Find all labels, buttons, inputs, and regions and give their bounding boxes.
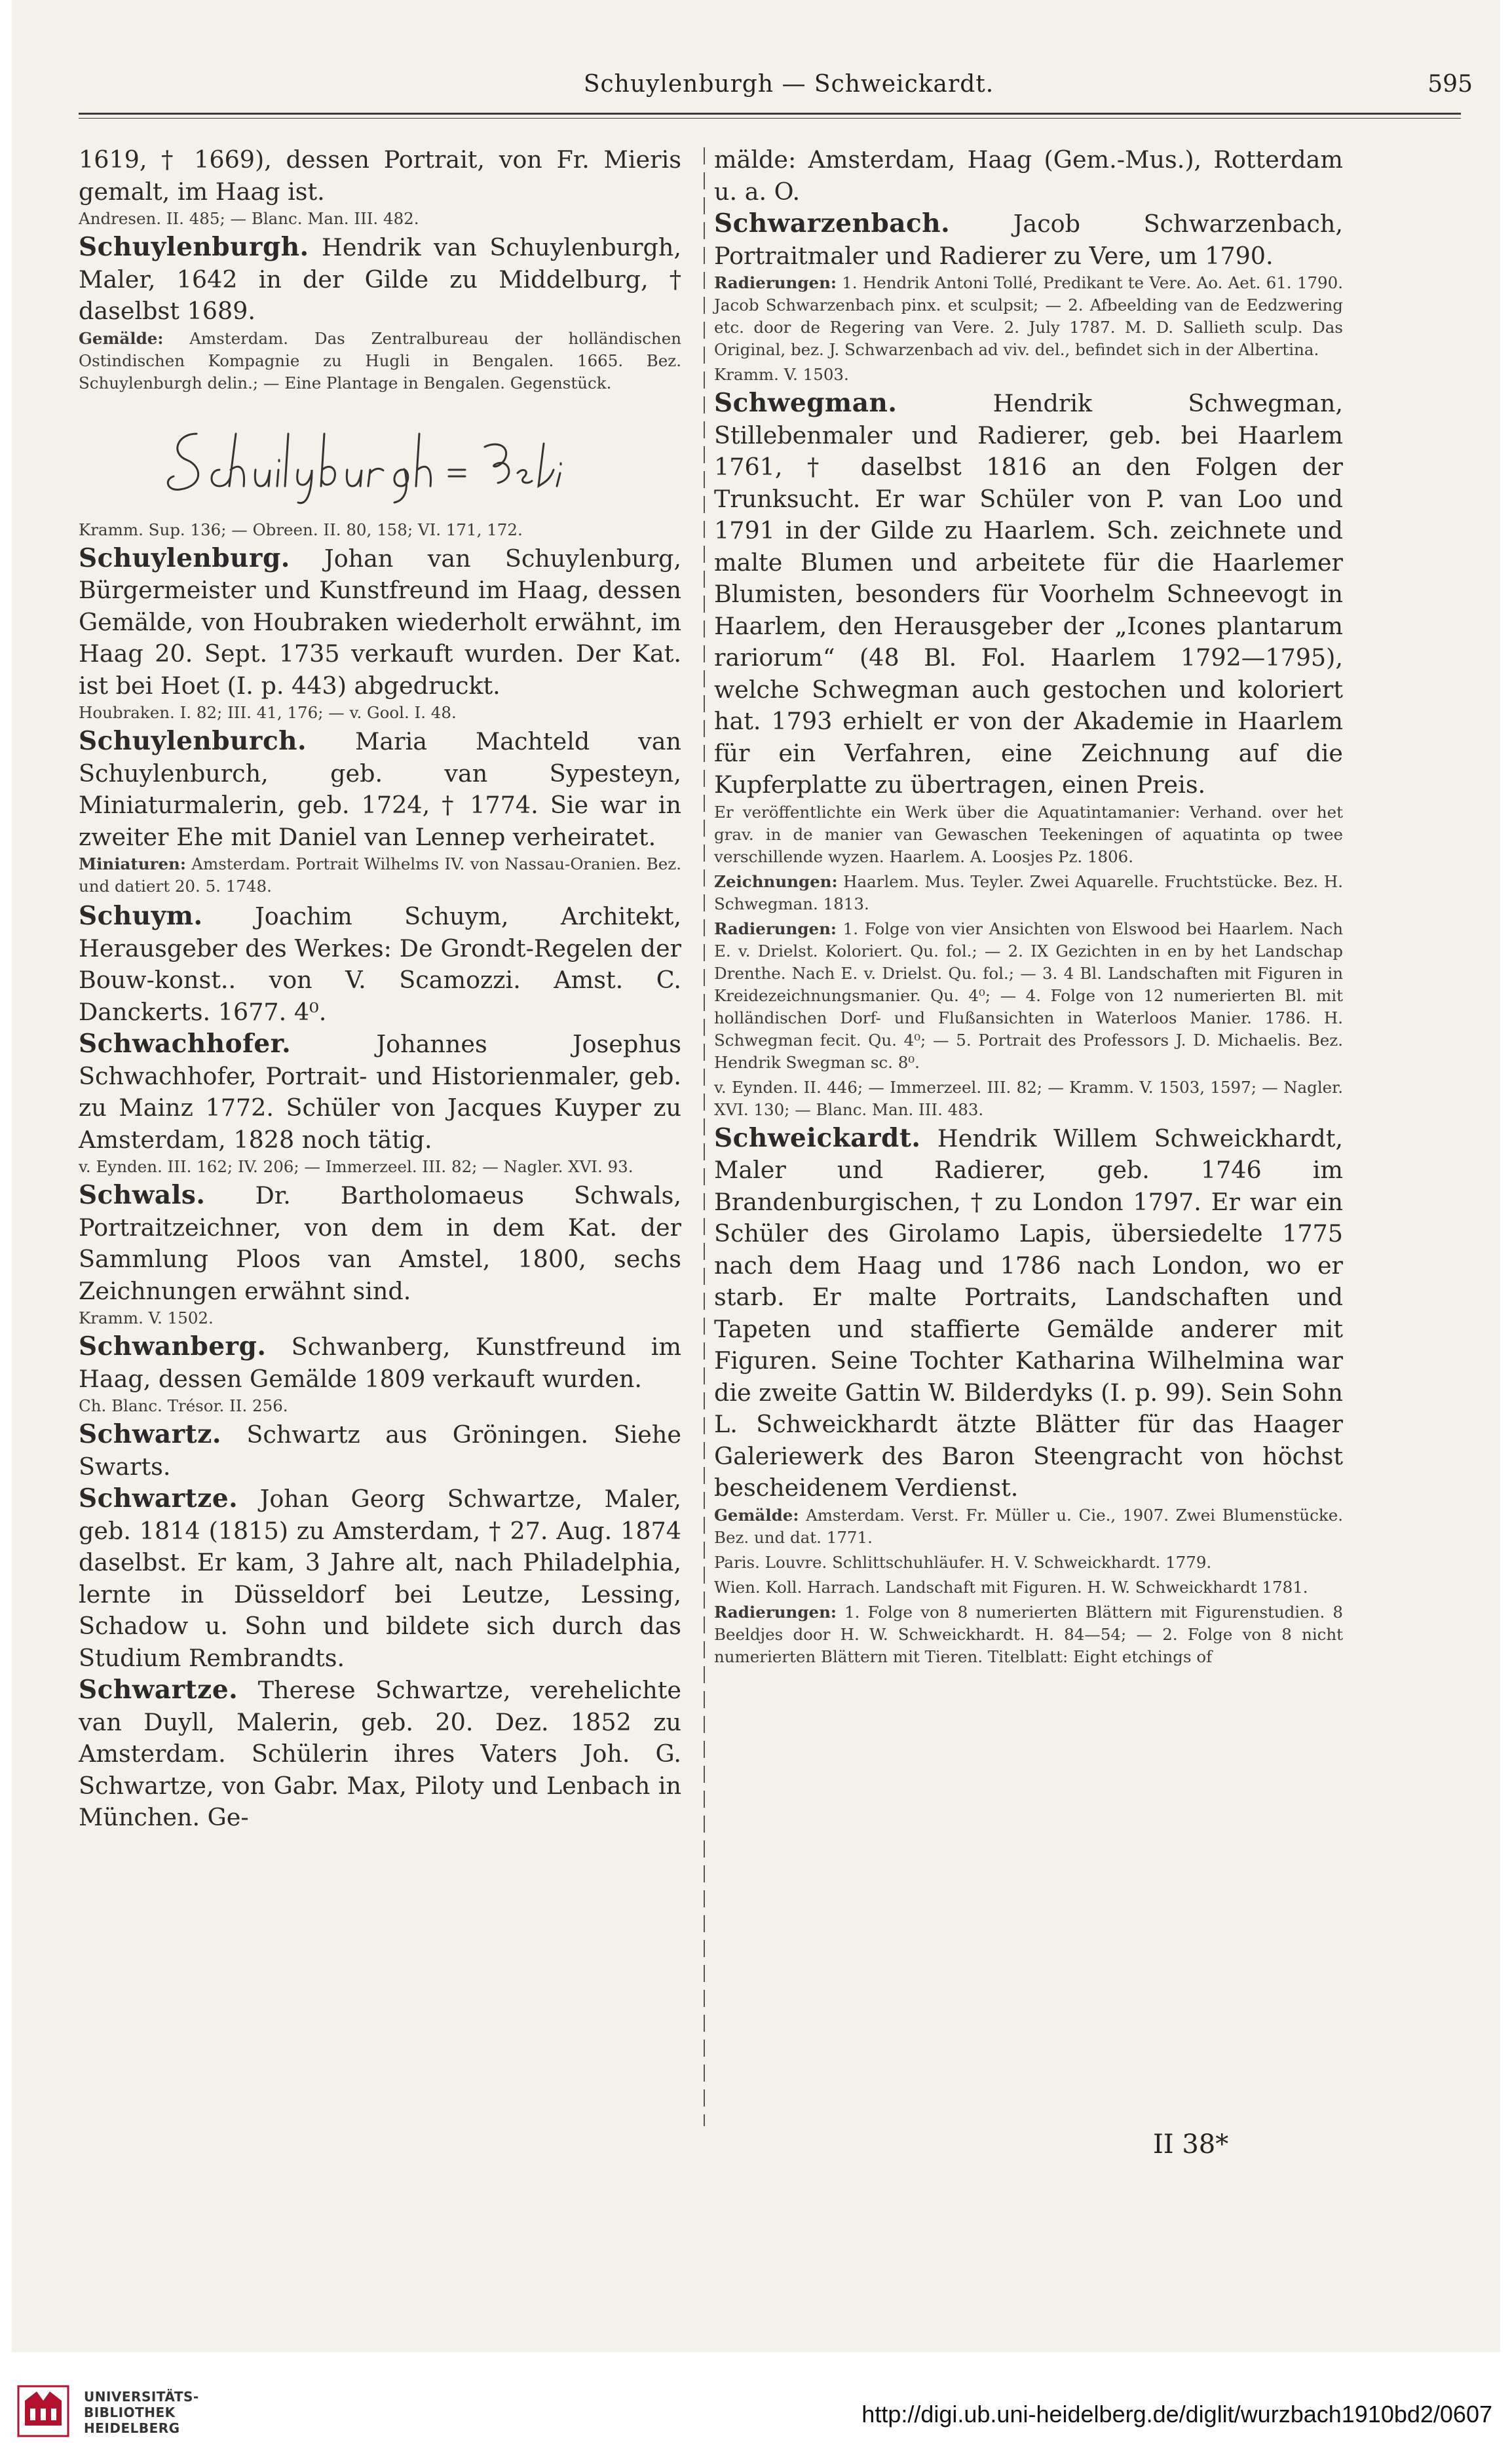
entry-headword: Schwartz. [79, 1419, 221, 1449]
sheet-signature-mark: II 38* [1153, 2129, 1229, 2160]
works-label: Radierungen: [714, 273, 837, 292]
entry-text: Therese Schwartze, verehelichte van Duyll, Malerin, geb. 20. Dez. 1852 zu Amsterdam. Schülerin ihres Vaters Joh. G. Schwartze, von Gabr. Max, Piloty und Lenbach in München. Ge- [79, 1676, 681, 1831]
continued-paragraph: mälde: Amsterdam, Haag (Gem.-Mus.), Rotterdam u. a. O. [714, 145, 1343, 206]
entry-headword: Schwartze. [79, 1675, 238, 1705]
reference-line: Ch. Blanc. Trésor. II. 256. [79, 1396, 288, 1415]
reference-line: Andresen. II. 485; — Blanc. Man. III. 482. [79, 209, 419, 228]
reference-line: v. Eynden. III. 162; IV. 206; — Immerzeel. III. 82; — Nagler. XVI. 93. [79, 1157, 633, 1176]
entry-text: Maria Machteld van Schuylenburch, geb. van Sypesteyn, Miniaturmalerin, geb. 1724, † 1774. Sie war in zweiter Ehe mit Daniel van Lennep verheiratet. [79, 727, 681, 851]
signature-image [157, 408, 576, 506]
entry-schweickardt [714, 1122, 1343, 1504]
header-rule-thick [79, 113, 1461, 115]
entry-headword: Schwarzenbach. [714, 208, 951, 238]
entry-headword: Schuym. [79, 901, 203, 931]
works-list [79, 853, 681, 898]
permalink-url[interactable]: http://digi.ub.uni-heidelberg.de/diglit/wurzbach1910bd2/0607 [861, 2401, 1492, 2428]
works-text: 1. Folge von vier Ansichten von Elswood bei Haarlem. Nach E. v. Drielst. Koloriert. Qu. fol.; — 2. IX Gezichten in en by het Landschap Drenthe. Nach E. v. Drielst. Qu. fol.; — 3. 4 Bl. Landschaften mit Figuren in Kreidezeichnungsmanier. Qu. 4⁰; — 4. Folge von 12 numerierten Bl. mit holländischen Dorf- und Flußansichten in Waterloos Manier. 1786. H. Schwegman fecit. Qu. 4⁰; — 5. Portrait des Professors J. D. Michaelis. Bez. Hendrik Swegman sc. 8⁰. [714, 919, 1343, 1072]
entry-headword: Schwartze. [79, 1483, 238, 1514]
works-item: Paris. Louvre. Schlittschuhläufer. H. V. Schweickhardt. 1779. [714, 1552, 1212, 1572]
entry-schuym-joachim [79, 900, 681, 1028]
entry-text: Joachim Schuym, Architekt, Herausgeber des Werkes: De Grondt-Regelen der Bouw-konst.. von V. Scamozzi. Amst. C. Danckerts. 1677. 4⁰. [79, 902, 681, 1026]
entry-text: Hendrik Schwegman, Stillebenmaler und Radierer, geb. bei Haarlem 1761, † daselbst 1816 an den Folgen der Trunksucht. Er war Schüler von P. van Loo und 1791 in der Gilde zu Haarlem. Sch. zeichnete und malte Blumen und arbeitete für die Haarlemer Blumisten, besonders für Voorhelm Schneevogt in Haarlem, den Herausgeber der „Icones plantarum rariorum“ (48 Bl. Fol. Haarlem 1792—1795), welche Schwegman auch gestochen und koloriert hat. 1793 erhielt er von der Akademie in Haarlem für ein Verfahren, eine Zeichnung auf die Kupferplatte zu übertragen, einen Preis. [714, 389, 1343, 799]
signature-facsimile [79, 408, 681, 512]
entry-text: Hendrik Willem Schweickhardt, Maler und Radierer, geb. 1746 im Brandenburgischen, † zu London 1797. Er war ein Schüler des Girolamo Lapis, übersiedelte 1775 nach dem Haag und 1786 nach London, wo er starb. Er malte Portraits, Landschaften und Tapeten und staffierte Gemälde anderer mit Figuren. Seine Tochter Katharina Wilhelmina war die zweite Gattin W. Bilderdyks (I. p. 99). Sein Sohn L. Schweickhardt ätzte Blätter für das Haager Galeriewerk des Baron Steengracht von höchst bescheidenem Verdienst. [714, 1124, 1343, 1502]
entry-headword: Schuylenburg. [79, 543, 290, 573]
page-number: 595 [1427, 71, 1473, 98]
running-header [79, 71, 1499, 110]
works-item: Wien. Koll. Harrach. Landschaft mit Figuren. H. W. Schweickhardt 1781. [714, 1577, 1308, 1597]
reference-line: Kramm. V. 1502. [79, 1308, 214, 1327]
header-rule-thin [79, 118, 1461, 119]
works-list [714, 918, 1343, 1074]
reference-line: Kramm. V. 1503. [714, 365, 849, 384]
note-text: Er veröffentlichte ein Werk über die Aquatintamanier: Verhand. over het grav. in de manier van Gewaschen Teekeningen of aquatinta op twee verschillende wyzen. Haarlem. A. Loosjes Pz. 1806. [714, 802, 1343, 866]
entry-text: Schwartz aus Gröningen. Siehe Swarts. [79, 1420, 681, 1481]
works-label: Radierungen: [714, 919, 837, 938]
works-list [714, 871, 1343, 915]
entry-text: Johannes Josephus Schwachhofer, Portrait- und Historienmaler, geb. zu Mainz 1772. Schüler von Jacques Kuyper zu Amsterdam, 1828 noch tätig. [79, 1030, 681, 1154]
entry-headword: Schuylenburgh. [79, 232, 309, 262]
library-logo-icon [17, 2385, 69, 2437]
entry-headword: Schwanberg. [79, 1331, 267, 1362]
entry-schuylenburgh-hendrik [79, 231, 681, 328]
entry-text: Johan van Schuylenburg, Bürgermeister und Kunstfreund im Haag, dessen Gemälde, von Houbraken wiederholt erwähnt, im Haag 20. Sept. 1735 verkauft wurden. Der Kat. ist bei Hoet (I. p. 443) abgedruckt. [79, 544, 681, 700]
works-list [714, 1601, 1343, 1668]
running-title: Schuylenburgh — Schweickardt. [583, 71, 994, 98]
works-label: Radierungen: [714, 1602, 837, 1622]
works-list [714, 1504, 1343, 1549]
works-text: 1. Folge von 8 numerierten Blättern mit Figurenstudien. 8 Beeldjes door H. W. Schweickhardt. H. 84—54; — 2. Folge von 8 nicht numerierten Blättern mit Tieren. Titelblatt: Eight etchings of [714, 1602, 1343, 1666]
entry-text: Schwanberg, Kunstfreund im Haag, dessen Gemälde 1809 verkauft wurden. [79, 1333, 681, 1393]
works-text: Haarlem. Mus. Teyler. Zwei Aquarelle. Fruchtstücke. Bez. H. Schwegman. 1813. [714, 871, 1343, 913]
entry-schwegman [714, 387, 1343, 801]
reference-line: v. Eynden. II. 446; — Immerzeel. III. 82; — Kramm. V. 1503, 1597; — Nagler. XVI. 130; — Blanc. Man. III. 483. [714, 1077, 1343, 1119]
works-list [79, 328, 681, 394]
entry-schwartze-johan [79, 1483, 681, 1674]
works-label: Miniaturen: [79, 854, 186, 873]
reference-line: Kramm. Sup. 136; — Obreen. II. 80, 158; VI. 171, 172. [79, 520, 523, 539]
right-column [714, 144, 1343, 1671]
reference-line: Houbraken. I. 82; III. 41, 176; — v. Gool. I. 48. [79, 703, 457, 722]
entry-headword: Schwals. [79, 1180, 206, 1210]
entry-schwarzenbach [714, 208, 1343, 272]
works-text: 1. Hendrik Antoni Tollé, Predikant te Vere. Ao. Aet. 61. 1790. Jacob Schwarzenbach pinx. et sculpsit; — 2. Afbeelding van de Eedzwering etc. door de Regering van Vere. 2. July 1787. M. D. Sallieth sculp. Das Original, bez. J. Schwarzenbach ad viv. del., befindet sich in der Albertina. [714, 273, 1343, 359]
column-divider [704, 147, 705, 2126]
entry-schwartz [79, 1419, 681, 1483]
entry-schwartze-therese [79, 1674, 681, 1834]
works-label: Zeichnungen: [714, 871, 838, 891]
left-column [79, 144, 681, 1834]
entry-text: Jacob Schwarzenbach, Portraitmaler und Radierer zu Vere, um 1790. [714, 210, 1343, 270]
works-text: Amsterdam. Das Zentralbureau der holländischen Ostindischen Kompagnie zu Hugli in Bengalen. 1665. Bez. Schuylenburgh delin.; — Eine Plantage in Bengalen. Gegenstück. [79, 328, 681, 392]
entry-headword: Schuylenburch. [79, 726, 307, 756]
entry-schuylenburg-johan [79, 543, 681, 702]
entry-schuylenburch-maria [79, 725, 681, 853]
continued-paragraph: 1619, † 1669), dessen Portrait, von Fr. Mieris gemalt, im Haag ist. [79, 145, 681, 206]
entry-schwals [79, 1179, 681, 1307]
entry-text: Dr. Bartholomaeus Schwals, Portraitzeichner, von dem in dem Kat. der Sammlung Ploos van Amstel, 1800, sechs Zeichnungen erwähnt sind. [79, 1181, 681, 1305]
works-text: Amsterdam. Portrait Wilhelms IV. von Nassau-Oranien. Bez. und datiert 20. 5. 1748. [79, 854, 681, 896]
works-text: Amsterdam. Verst. Fr. Müller u. Cie., 1907. Zwei Blumenstücke. Bez. und dat. 1771. [714, 1505, 1343, 1547]
works-list [714, 272, 1343, 361]
works-label: Gemälde: [79, 328, 164, 348]
entry-headword: Schwegman. [714, 388, 898, 418]
works-label: Gemälde: [714, 1505, 799, 1525]
entry-schwanberg [79, 1331, 681, 1395]
entry-headword: Schweickardt. [714, 1122, 921, 1153]
entry-headword: Schwachhofer. [79, 1029, 292, 1059]
entry-text: Hendrik van Schuylenburgh, Maler, 1642 in der Gilde zu Middelburg, † daselbst 1689. [79, 233, 681, 325]
entry-schwachhofer [79, 1028, 681, 1156]
entry-text: Johan Georg Schwartze, Maler, geb. 1814 (1815) zu Amsterdam, † 27. Aug. 1874 daselbst. Er kam, 3 Jahre alt, nach Philadelphia, lernte in Düsseldorf bei Leutze, Lessing, Schadow u. Sohn und bildete sich durch das Studium Rembrandts. [79, 1485, 681, 1672]
library-name: UNIVERSITÄTS- BIBLIOTHEK HEIDELBERG [84, 2389, 199, 2436]
